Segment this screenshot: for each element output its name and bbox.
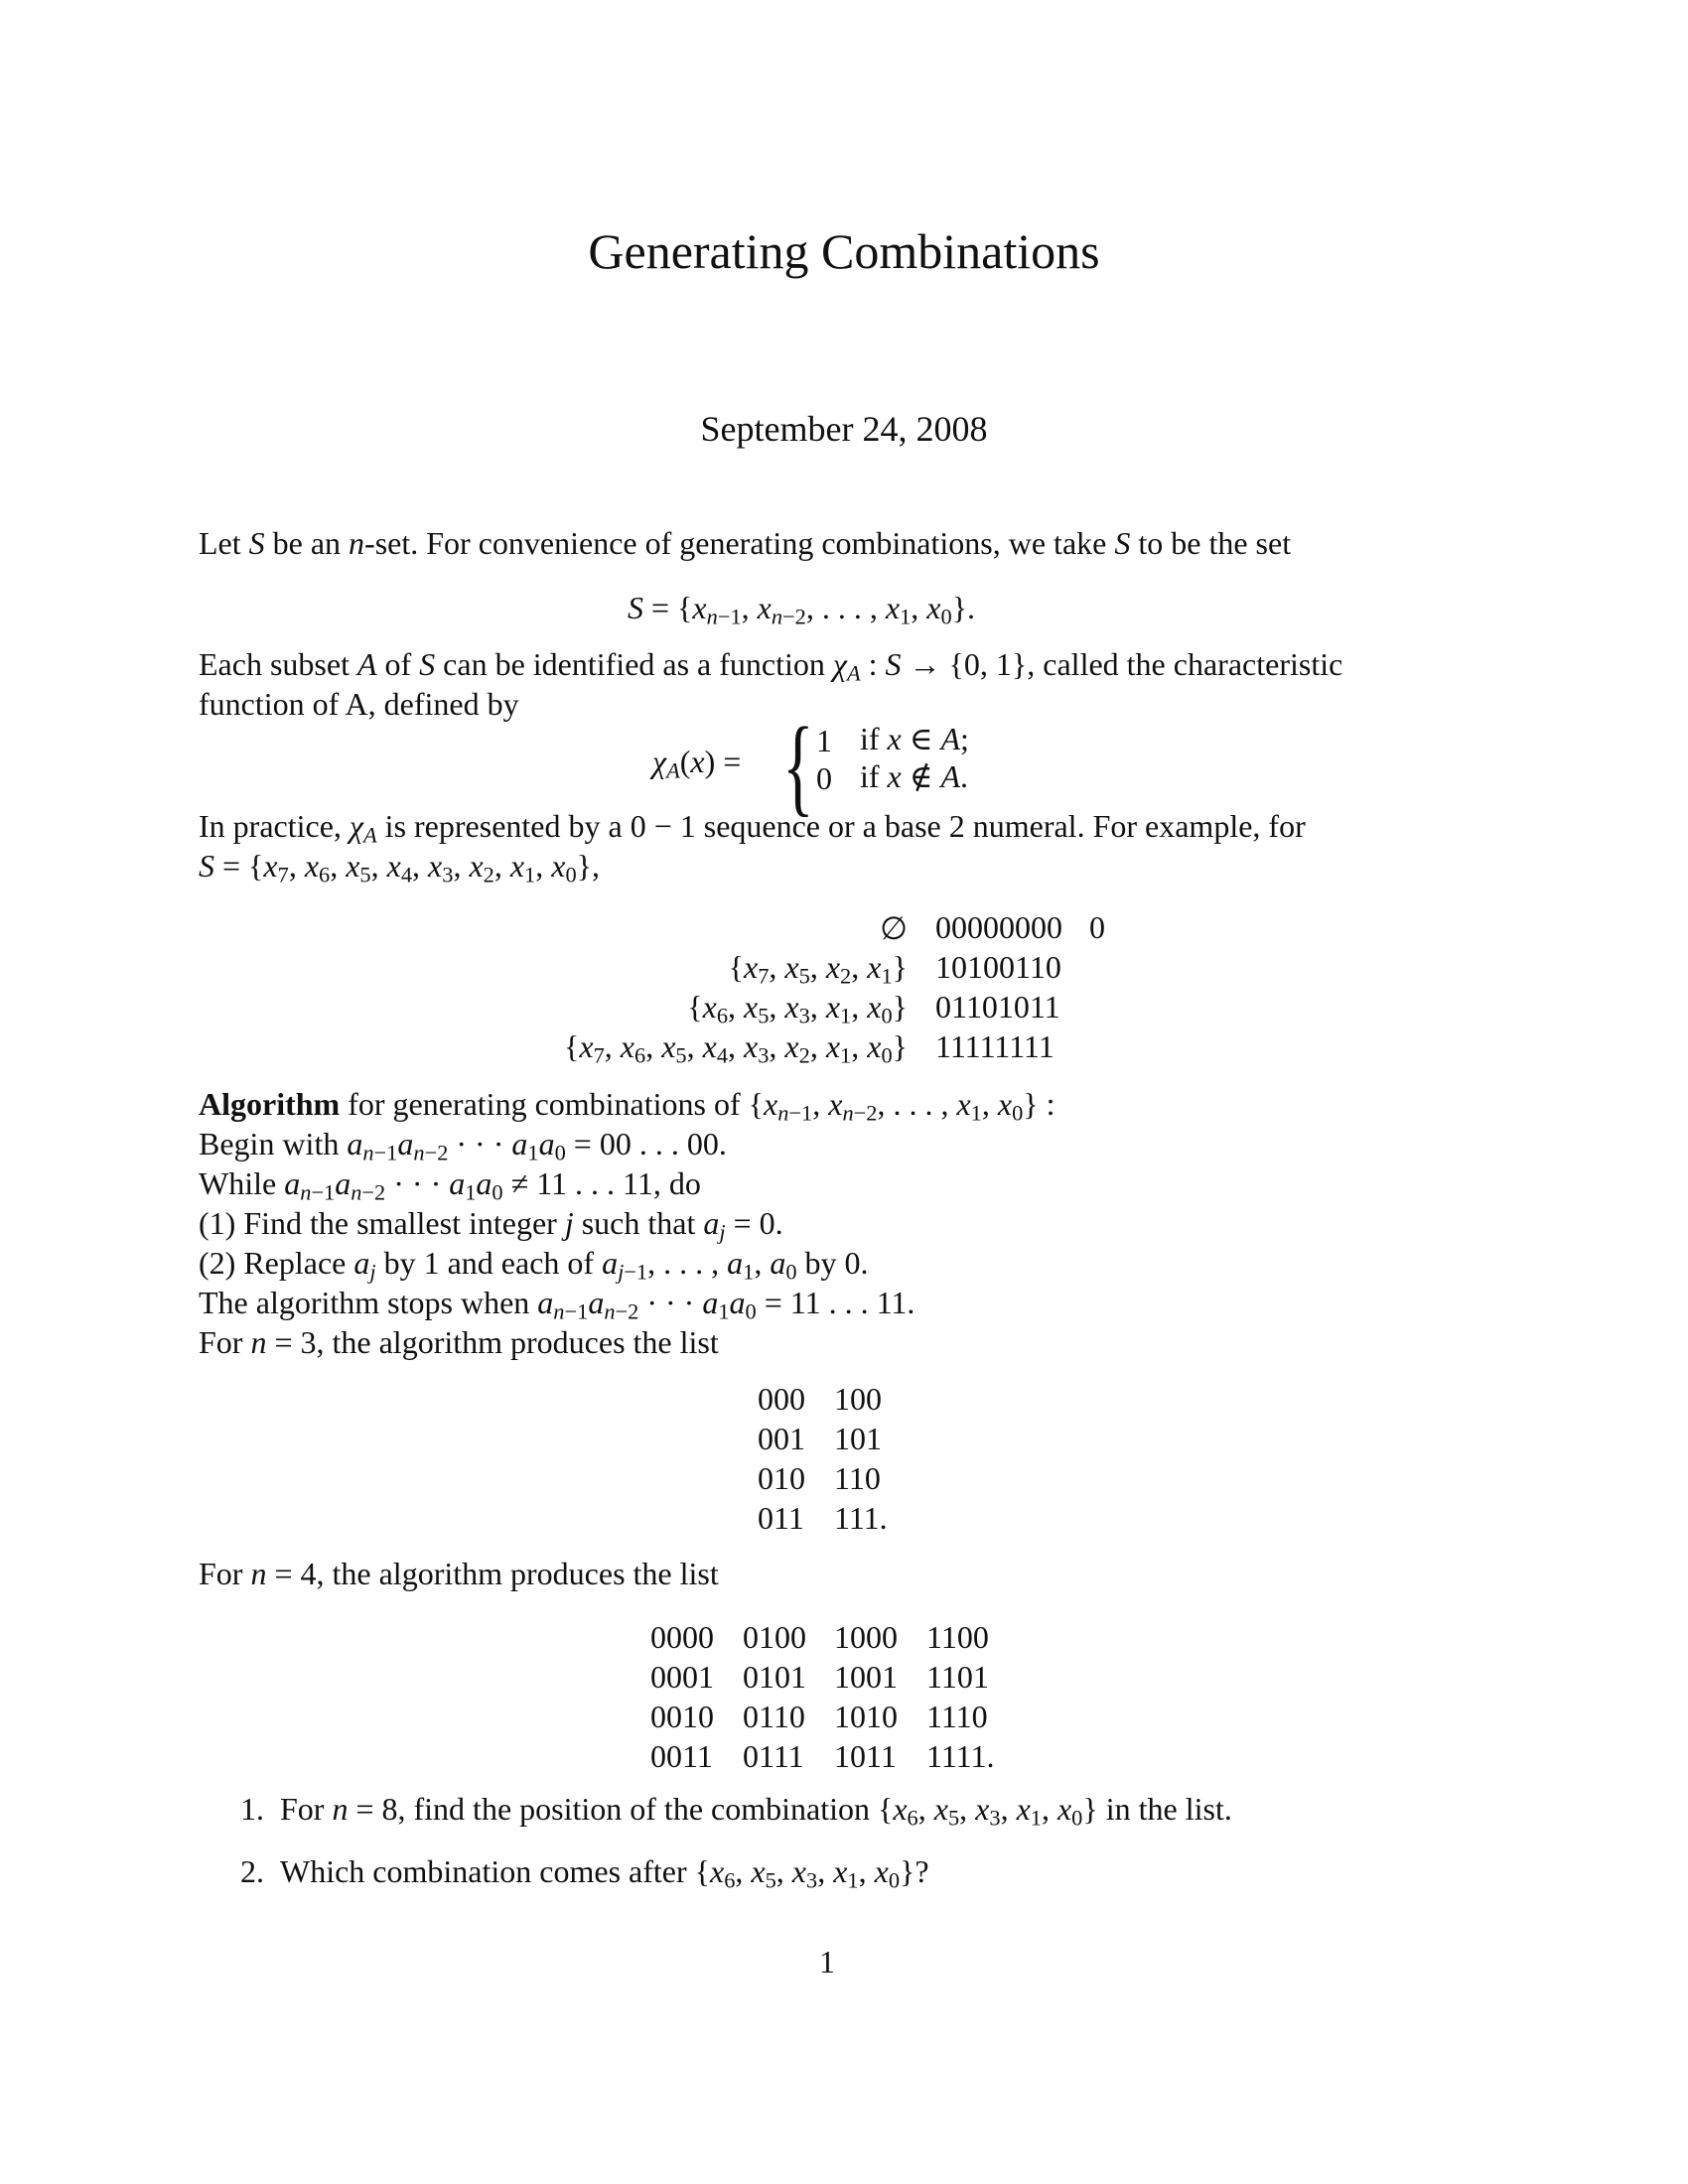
table-row: {$x_7$, $x_5$, $x_2$, $x_1$}: [728, 949, 908, 989]
question-2-number: 2.: [240, 1853, 264, 1889]
binary-cell: 11111111: [935, 1028, 1055, 1064]
table-row: ∅: [880, 910, 908, 946]
page-number: 1: [819, 1944, 835, 1979]
intro-line-1: Let S be an n-set. For convenience of generating combinations, we take S to be the set: [199, 525, 1292, 561]
binary-cell: 10100110: [935, 949, 1061, 985]
list-item: 100: [834, 1381, 882, 1417]
n4-intro: For n = 4, the algorithm produces the list: [199, 1556, 719, 1591]
list-item: 0010: [650, 1699, 714, 1734]
algorithm-step-begin: Begin with $a_{n-1}a_{n-2}$ · · · $a_1a_0 = 00$ . . . 00.: [199, 1126, 727, 1165]
algorithm-step-while: While $a_{n-1}a_{n-2}$ · · · $a_1a_0 \ne 11$ . . . 11, do: [199, 1165, 701, 1205]
list-item: 1000: [834, 1619, 898, 1655]
intro-line-3: function of A, defined by: [199, 686, 519, 722]
list-item: 110: [834, 1460, 881, 1496]
algorithm-stop: The algorithm stops when $a_{n-1}a_{n-2}$ · · · $a_1a_0 = 11$ . . . 11.: [199, 1285, 915, 1324]
practice-line-1: In practice, $\chi_A$ is represented by a 0 − 1 sequence or a base 2 numeral. For example, for: [199, 808, 1306, 848]
case-1-value: 1: [816, 723, 832, 758]
practice-line-2: $S = \{x_7$, $x_6$, $x_5$, $x_4$, $x_3$, $x_2$, $x_1$, $x_0$},: [199, 848, 601, 887]
question-1-text: For n = 8, find the position of the combination {$x_6$, $x_5$, $x_3$, $x_1$, $x_0$} in the list.: [280, 1791, 1232, 1831]
list-item: 0011: [650, 1738, 713, 1774]
n3-intro: For n = 3, the algorithm produces the list: [199, 1324, 719, 1360]
list-item: 000: [758, 1381, 805, 1417]
case-1-condition: if x ∈ A;: [860, 721, 969, 756]
question-1-number: 1.: [240, 1791, 264, 1827]
binary-cell: 01101011: [935, 989, 1060, 1024]
algorithm-step-2: (2) Replace $a_j$ by 1 and each of $a_{j-1}$, . . . , $a_1$, $a_0$ by 0.: [199, 1245, 869, 1285]
list-item: 0110: [743, 1699, 805, 1734]
cases-brace: {: [782, 705, 814, 826]
intro-line-2: Each subset A of S can be identified as a function $\chi_A$ : S → {0, 1}, called the characteristic: [199, 646, 1343, 686]
decimal-cell: 0: [1089, 909, 1105, 945]
list-item: 0101: [743, 1659, 806, 1695]
list-item: 111.: [834, 1500, 888, 1536]
list-item: 1100: [926, 1619, 989, 1655]
list-item: 0100: [743, 1619, 806, 1655]
list-item: 1001: [834, 1659, 898, 1695]
binary-cell: 00000000: [935, 909, 1062, 945]
set-definition-display: $S = \{x_{n-1}$, $x_{n-2}$, . . . , $x_1$, $x_0$}.: [628, 590, 976, 629]
list-item: 0000: [650, 1619, 714, 1655]
table-row: {$x_6$, $x_5$, $x_3$, $x_1$, $x_0$}: [687, 989, 908, 1028]
document-date-text: September 24, 2008: [700, 409, 988, 449]
case-2-condition: if x ∉ A.: [860, 758, 968, 794]
list-item: 1111.: [926, 1738, 995, 1774]
list-item: 1011: [834, 1738, 897, 1774]
case-2-value: 0: [816, 760, 832, 796]
algorithm-heading: Algorithm for generating combinations of {$x_{n-1}$, $x_{n-2}$, . . . , $x_1$, $x_0$} :: [199, 1086, 1055, 1126]
list-item: 1110: [926, 1699, 988, 1734]
document-title-text: Generating Combinations: [588, 223, 1100, 279]
list-item: 101: [834, 1421, 882, 1456]
table-row: {$x_7$, $x_6$, $x_5$, $x_4$, $x_3$, $x_2$, $x_1$, $x_0$}: [564, 1028, 908, 1068]
list-item: 1101: [926, 1659, 989, 1695]
list-item: 0111: [743, 1738, 804, 1774]
chi-lhs: $\chi_A(x)$ =: [652, 744, 742, 783]
list-item: 011: [758, 1500, 804, 1536]
list-item: 1010: [834, 1699, 898, 1734]
document-title: [0, 223, 1688, 279]
algorithm-step-1: (1) Find the smallest integer j such that $a_j = 0$.: [199, 1205, 783, 1245]
question-2-text: Which combination comes after {$x_6$, $x_5$, $x_3$, $x_1$, $x_0$}?: [280, 1853, 929, 1893]
list-item: 001: [758, 1421, 805, 1456]
document-date: [0, 411, 1688, 447]
list-item: 0001: [650, 1659, 714, 1695]
list-item: 010: [758, 1460, 805, 1496]
algorithm-label: Algorithm: [199, 1086, 341, 1122]
